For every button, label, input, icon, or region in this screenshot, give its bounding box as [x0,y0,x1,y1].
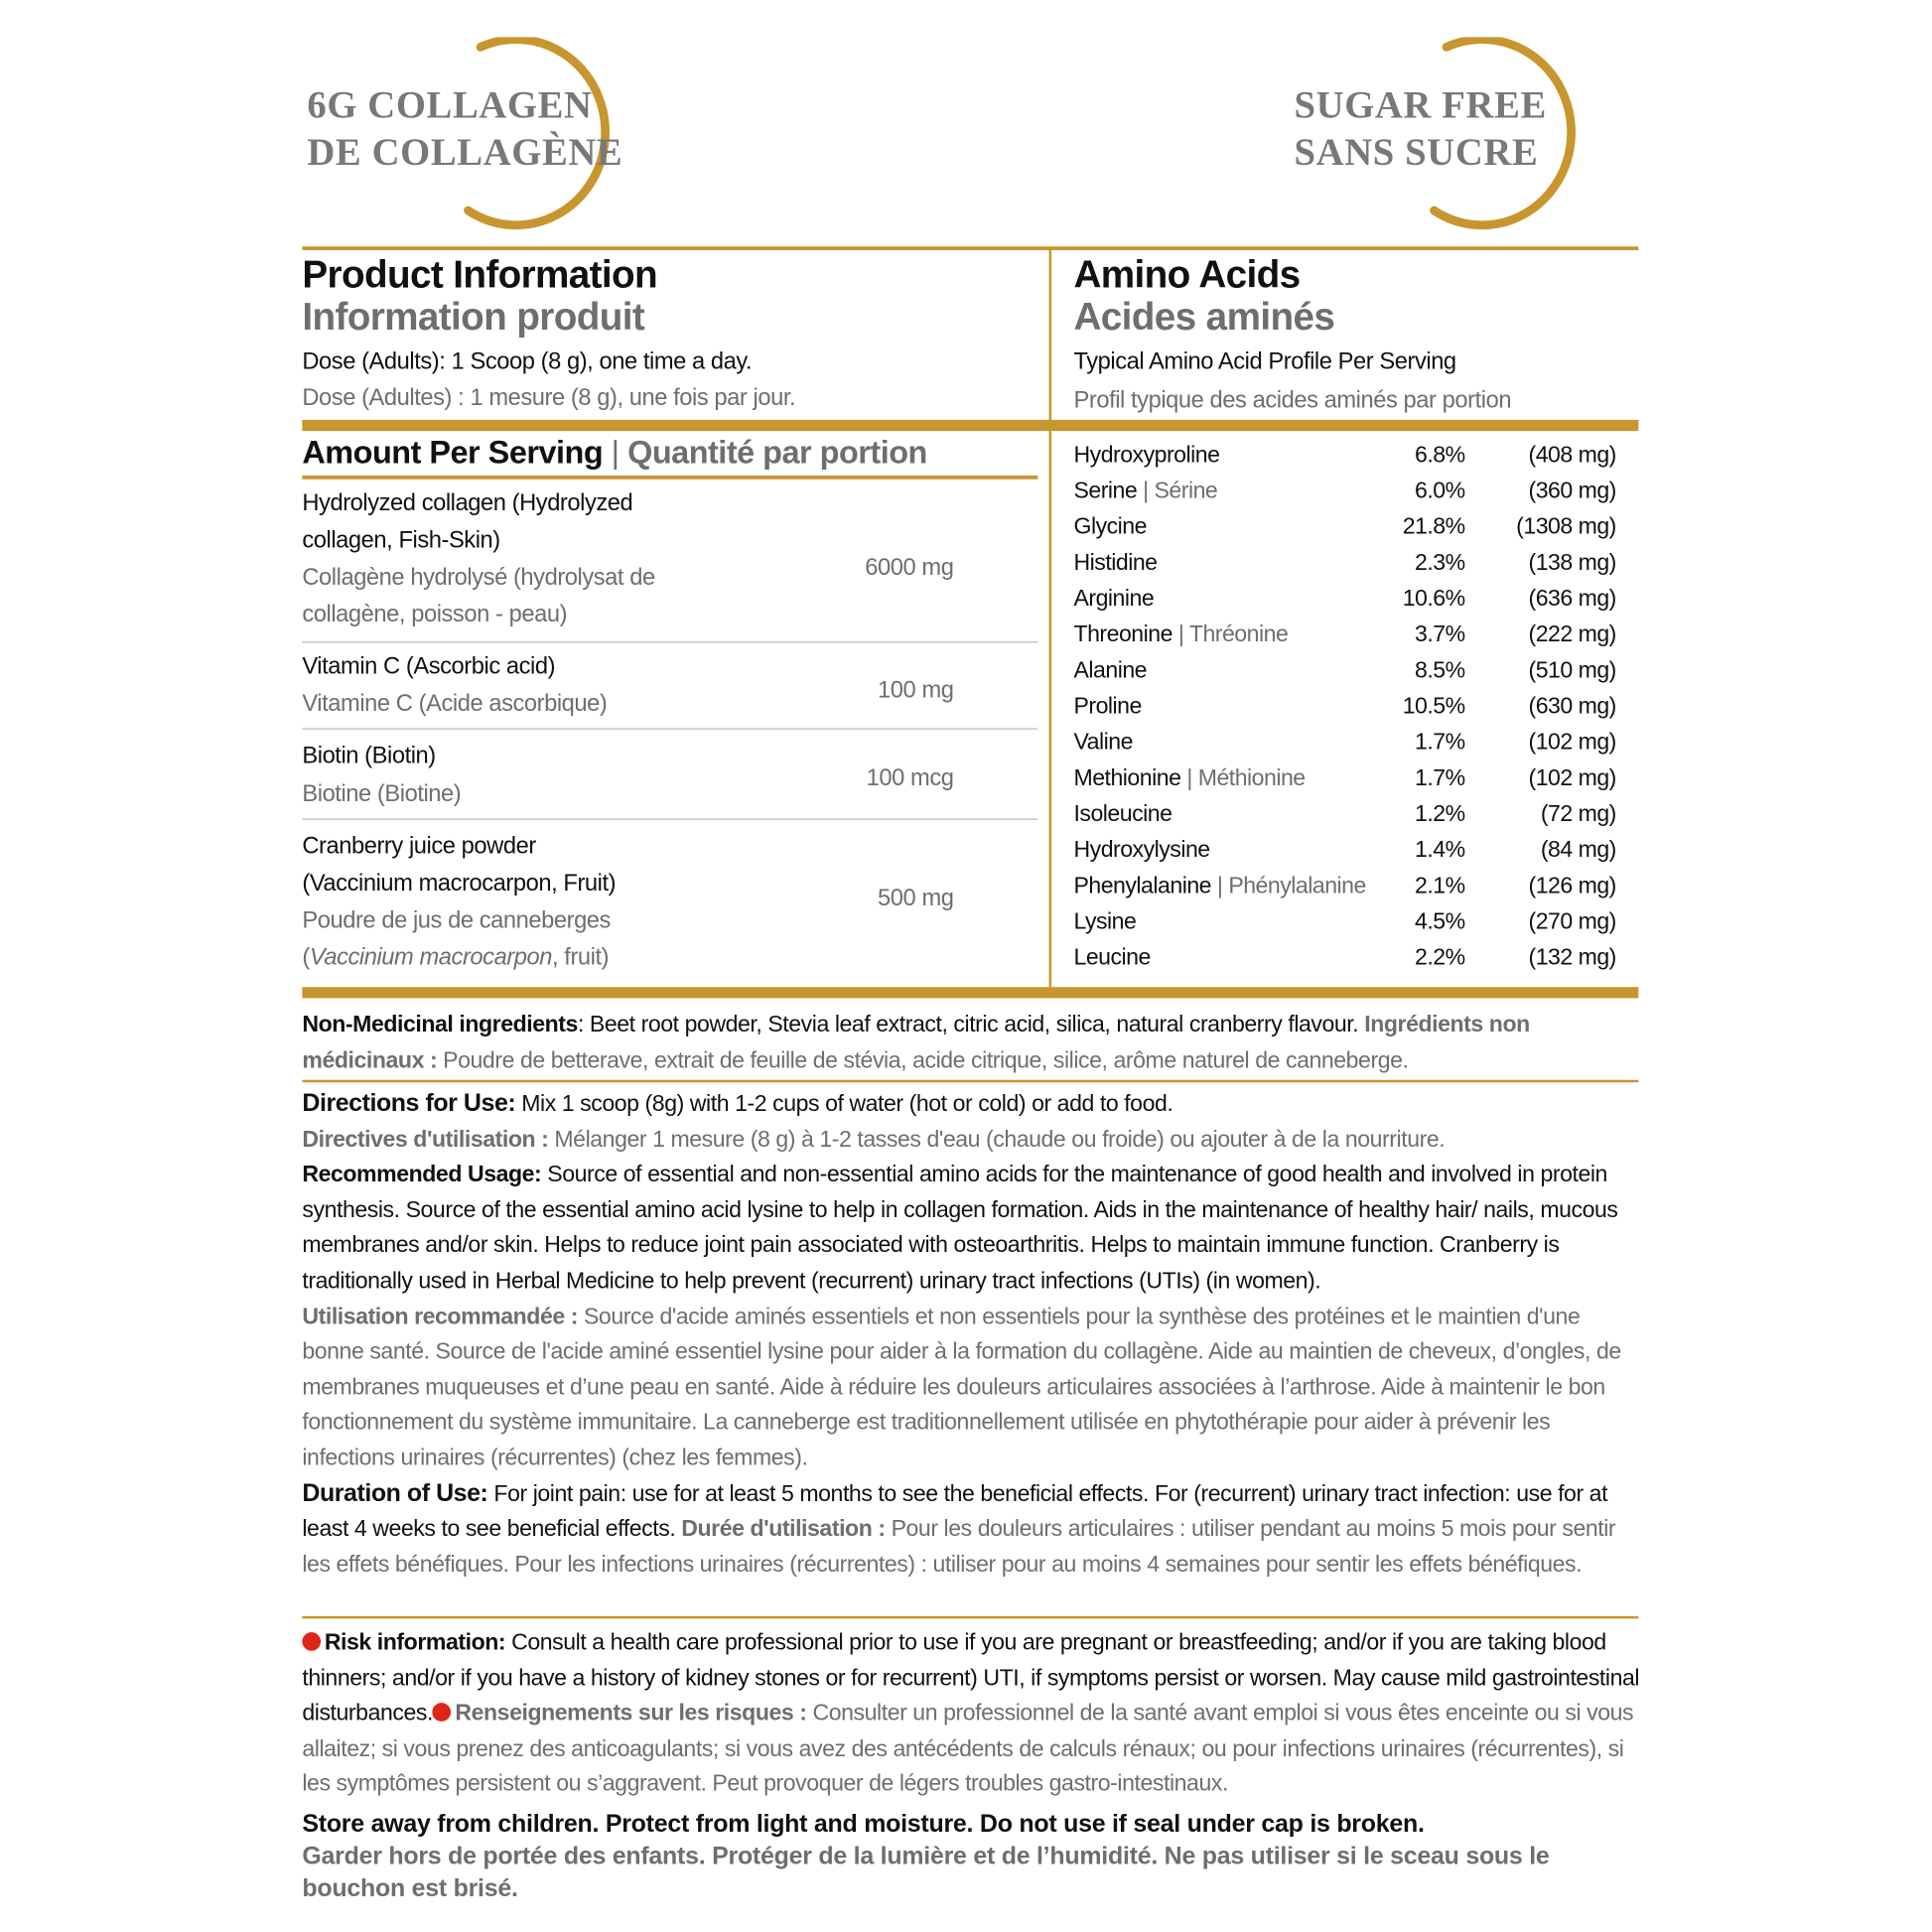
name-en: Lysine [1073,907,1137,934]
name-fr: Thréonine [1188,620,1289,647]
thick-divider [302,987,1638,998]
ingredient-name-fr: Biotine (Biotine) [302,781,462,808]
label: Recommended Usage: [302,1161,542,1187]
amino-acid-percent: 3.7% [1415,620,1465,647]
label: Directions for Use: [302,1089,516,1118]
amino-acid-row [1073,441,1618,477]
amino-acid-mg: (126 mg) [1528,872,1616,898]
name-en: Histidine [1073,548,1158,575]
amino-acid-name [1073,872,1365,898]
amino-acid-row [1073,764,1618,800]
directions-fr [302,1122,1644,1158]
ingredient-row [302,485,1037,642]
separator: | [1210,872,1229,898]
ingredient-name: Biotin (Biotin) [302,743,436,769]
text-fr: Poudre de betterave, extrait de feuille de stévia, acide citrique, silice, arôme naturel de canneberge. [437,1045,1409,1072]
dose-en: Dose (Adults): 1 Scoop (8 g), one time a day. [302,348,753,375]
name-en: Phenylalanine [1073,872,1211,898]
amino-acid-name [1073,477,1217,503]
ingredient-name-fr: Vitamine C (Acide ascorbique) [302,691,608,718]
badge-line: 6G COLLAGEN [307,82,593,127]
label: Non-Medicinal ingredients [302,1010,578,1037]
thick-divider [302,420,1638,431]
amino-acid-name [1073,512,1146,539]
badge-line: SANS SUCRE [1294,129,1539,174]
text: ( [302,944,310,971]
amino-acid-mg: (270 mg) [1528,907,1616,934]
amino-acid-percent: 2.1% [1415,872,1465,898]
amino-acid-mg: (510 mg) [1528,656,1616,683]
section-title: Product Information [302,252,658,297]
name-en: Hydroxyproline [1073,441,1220,468]
amino-acid-row [1073,621,1618,656]
sugar-free-badge [1295,81,1547,176]
serving-header [302,434,926,473]
product-info [302,254,795,417]
ingredient-name-fr: Poudre de jus de canneberges [302,907,611,934]
amino-acid-name [1073,656,1146,683]
badge-line: DE COLLAGÈNE [307,129,623,174]
amino-acid-name [1073,441,1219,468]
section-title: Amino Acids [1073,252,1301,297]
ingredient-name: Vitamin C (Ascorbic acid) [302,653,556,680]
name-en: Proline [1073,692,1142,719]
amino-info [1073,254,1511,419]
text-fr: Source d'acide aminés essentiels et non essentiels pour la synthèse des protéines et le maintien d'une bonne santé. Source de l'acide aminé essentiel lysine pour aider à la formation du collagène. Aide au maintien de cheveux, d’ongles, de membranes muqueuses et d’une peau en santé. Aide à réduire les douleurs articulaires associées à l’arthrose. Aide à maintenir le bon fonctionnement du système immunitaire. La canneberge est traditionnellement utilisée en phytothérapie pour aider à prévenir les infections urinaires (récurrentes) (chez les femmes). [302,1302,1621,1470]
amino-acid-mg: (72 mg) [1540,799,1616,827]
text: Source of essential and non-essential amino acids for the maintenance of good health and involved in protein synthesis. Source of the essential amino acid lysine to help in collagen formation. Aids in the maintenance of healthy hair/ nails, mucous membranes and/or skin. Helps to reduce joint pain associated with osteoarthritis. Helps to maintain immune function. Cranberry is traditionally used in Herbal Medicine to help prevent (recurrent) urinary tract infections (UTIs) (in women). [302,1161,1618,1294]
ingredient-name: Cranberry juice powder [302,833,536,860]
amino-acid-mg: (84 mg) [1540,835,1616,863]
amino-acid-mg: (138 mg) [1528,548,1616,575]
divider [302,1080,1638,1082]
amino-subtitle-en: Typical Amino Acid Profile Per Serving [1073,348,1456,375]
amino-acid-mg: (222 mg) [1528,620,1616,647]
amino-acid-percent: 2.3% [1415,548,1465,575]
name-fr: Sérine [1154,477,1218,503]
ingredient-name: Hydrolyzed collagen (Hydrolyzed [302,489,633,517]
ingredient-name-fr [302,940,1037,977]
dose-fr: Dose (Adultes) : 1 mesure (8 g), une fois par jour. [302,384,796,411]
amino-acid-mg: (102 mg) [1528,728,1616,755]
amino-acid-mg: (1308 mg) [1516,512,1616,539]
amino-acid-name [1073,621,1288,647]
ingredient-row [302,829,1037,983]
serving-header-en: Amount Per Serving [302,433,604,472]
amino-acid-row [1073,944,1618,980]
amino-acid-mg: (360 mg) [1528,477,1616,503]
divider [302,1616,1638,1618]
text: Consult a health care professional prior to use if you are pregnant or breastfeeding; and/or if you are taking blood thinners; and/or if you have a history of kidney stones or for recurrent) UTI, if symptoms persist or worsen. May cause mild gastrointestinal disturbances. [302,1628,1640,1725]
ingredient-amount: 500 mg [878,885,954,912]
amino-subtitle-fr: Profil typique des acides aminés par portion [1073,386,1512,414]
collagen-badge [307,81,622,176]
name-en: Threonine [1073,620,1173,647]
label-fr: Directives d'utilisation : [302,1125,549,1152]
amino-acid-row [1073,477,1618,512]
label-fr: Renseignements sur les risques : [455,1699,807,1725]
section-title-fr: Information produit [302,294,645,339]
ingredient-row [302,737,1037,820]
amino-acid-percent: 1.2% [1415,799,1465,827]
label-fr: Ingrédients non médicinaux : [302,1010,1530,1072]
name-fr: Phénylalanine [1228,872,1366,898]
usage-fr [302,1299,1644,1475]
storage-fr: Garder hors de portée des enfants. Protéger de la lumière et de l’humidité. Ne pas utiliser si le sceau sous le bouchon est brisé. [302,1843,1550,1903]
storage-en: Store away from children. Protect from light and moisture. Do not use if seal under cap is broken. [302,1810,1425,1839]
warning-dot-icon [433,1703,452,1722]
risk-information [302,1625,1644,1802]
serving-header-fr: Quantité par portion [627,433,927,472]
amino-acid-mg: (102 mg) [1528,763,1616,790]
duration [302,1475,1644,1582]
divider [302,476,1037,480]
amino-acid-row [1073,800,1618,836]
amino-acid-row [1073,585,1618,621]
warning-dot-icon [302,1632,321,1651]
label-fr: Durée d'utilisation : [681,1514,886,1541]
amino-acid-name [1073,764,1305,791]
ingredient-amount: 100 mg [878,677,954,704]
divider [302,246,1638,250]
name-en: Arginine [1073,584,1155,611]
latin-name: Vaccinium macrocarpon [309,944,553,971]
name-en: Methionine [1073,763,1181,790]
section-title-fr: Acides aminés [1073,294,1335,339]
text-fr: Mélanger 1 mesure (8 g) à 1-2 tasses d'eau (chaude ou froide) ou ajouter à de la nourriture. [548,1125,1446,1152]
separator: | [1180,763,1198,790]
non-medicinal-ingredients [302,1007,1644,1077]
amino-acid-row [1073,692,1618,728]
amino-acid-percent: 4.5% [1415,907,1465,934]
ingredient-amount: 100 mcg [866,764,954,792]
amino-acid-name [1073,692,1141,719]
ingredient-name-fr: Collagène hydrolysé (hydrolysat de [302,564,655,592]
label-fr: Utilisation recommandée : [302,1302,578,1328]
name-en: Leucine [1073,943,1151,970]
text: Mix 1 scoop (8g) with 1-2 cups of water (hot or cold) or add to food. [515,1089,1173,1116]
separator: | [611,433,620,472]
amino-acid-percent: 6.8% [1415,441,1465,468]
ingredient-name: collagen, Fish-Skin) [302,527,500,554]
amino-acid-row [1073,907,1618,943]
amino-acid-name [1073,549,1157,576]
name-en: Serine [1073,477,1138,503]
amino-acid-mg: (408 mg) [1528,441,1616,468]
name-en: Glycine [1073,512,1147,539]
name-en: Valine [1073,728,1133,755]
text: , fruit) [552,944,610,971]
amino-acid-percent: 21.8% [1402,512,1465,539]
column-divider [1049,247,1051,987]
amino-acid-row [1073,512,1618,548]
ingredient-row [302,649,1037,730]
ingredient-name: (Vaccinium macrocarpon, Fruit) [302,870,617,897]
amino-acid-percent: 1.7% [1415,728,1465,755]
text-fr: Consulter un professionnel de la santé avant emploi si vous êtes enceinte ou si vous allaitez; si vous prenez des anticoagulants; si vous avez des antécédents de calculs rénaux; ou pour infections urinaires (récurrentes), si les symptômes persistent ou s’aggravent. Peut provoquer de légers troubles gastro-intestinaux. [302,1699,1634,1797]
amino-acid-row [1073,872,1618,907]
separator: | [1137,477,1155,503]
badge-line: SUGAR FREE [1294,82,1547,127]
amino-acid-name [1073,907,1136,934]
ingredient-amount: 6000 mg [865,554,954,582]
name-en: Isoleucine [1073,799,1173,827]
amino-acid-percent: 6.0% [1415,477,1465,503]
label: Duration of Use: [302,1479,488,1507]
amino-acid-row [1073,836,1618,872]
amino-acid-name [1073,728,1132,755]
text: : Beet root powder, Stevia leaf extract, citric acid, silica, natural cranberry flavour. [577,1010,1365,1037]
name-fr: Méthionine [1197,763,1306,790]
amino-acid-mg: (636 mg) [1528,584,1616,611]
amino-acid-name [1073,836,1209,863]
text: For joint pain: use for at least 5 months to see the beneficial effects. For (recurrent) urinary tract infection: use for at least 4 weeks to see beneficial effects. [302,1479,1608,1541]
amino-acid-row [1073,728,1618,763]
amino-acid-mg: (630 mg) [1528,692,1616,719]
amino-acid-percent: 1.7% [1415,763,1465,790]
storage-warning [302,1808,1589,1904]
amino-acid-name [1073,944,1150,971]
text-fr: Pour les douleurs articulaires : utiliser pendant au moins 5 mois pour sentir les effets bénéfiques. Pour les infections urinaires (récurrentes) : utiliser pour au moins 4 semaines pour sentir les effets bénéfiques. [302,1514,1616,1577]
name-en: Alanine [1073,656,1147,683]
amino-acid-row [1073,656,1618,692]
amino-acid-row [1073,549,1618,585]
label: Risk information: [324,1628,506,1655]
amino-acid-name [1073,800,1172,827]
amino-acid-percent: 2.2% [1415,943,1465,970]
amino-acid-mg: (132 mg) [1528,943,1616,970]
ingredient-name-fr: collagène, poisson - peau) [302,602,568,628]
amino-acid-percent: 10.5% [1402,692,1465,719]
usage-en [302,1157,1644,1299]
amino-acid-percent: 10.6% [1402,584,1465,611]
amino-acid-percent: 1.4% [1415,835,1465,863]
amino-acid-percent: 8.5% [1415,656,1465,683]
amino-acid-name [1073,585,1154,612]
directions-and-usage [302,1086,1644,1582]
directions-en [302,1086,1644,1122]
separator: | [1172,620,1189,647]
name-en: Hydroxylysine [1073,835,1210,863]
